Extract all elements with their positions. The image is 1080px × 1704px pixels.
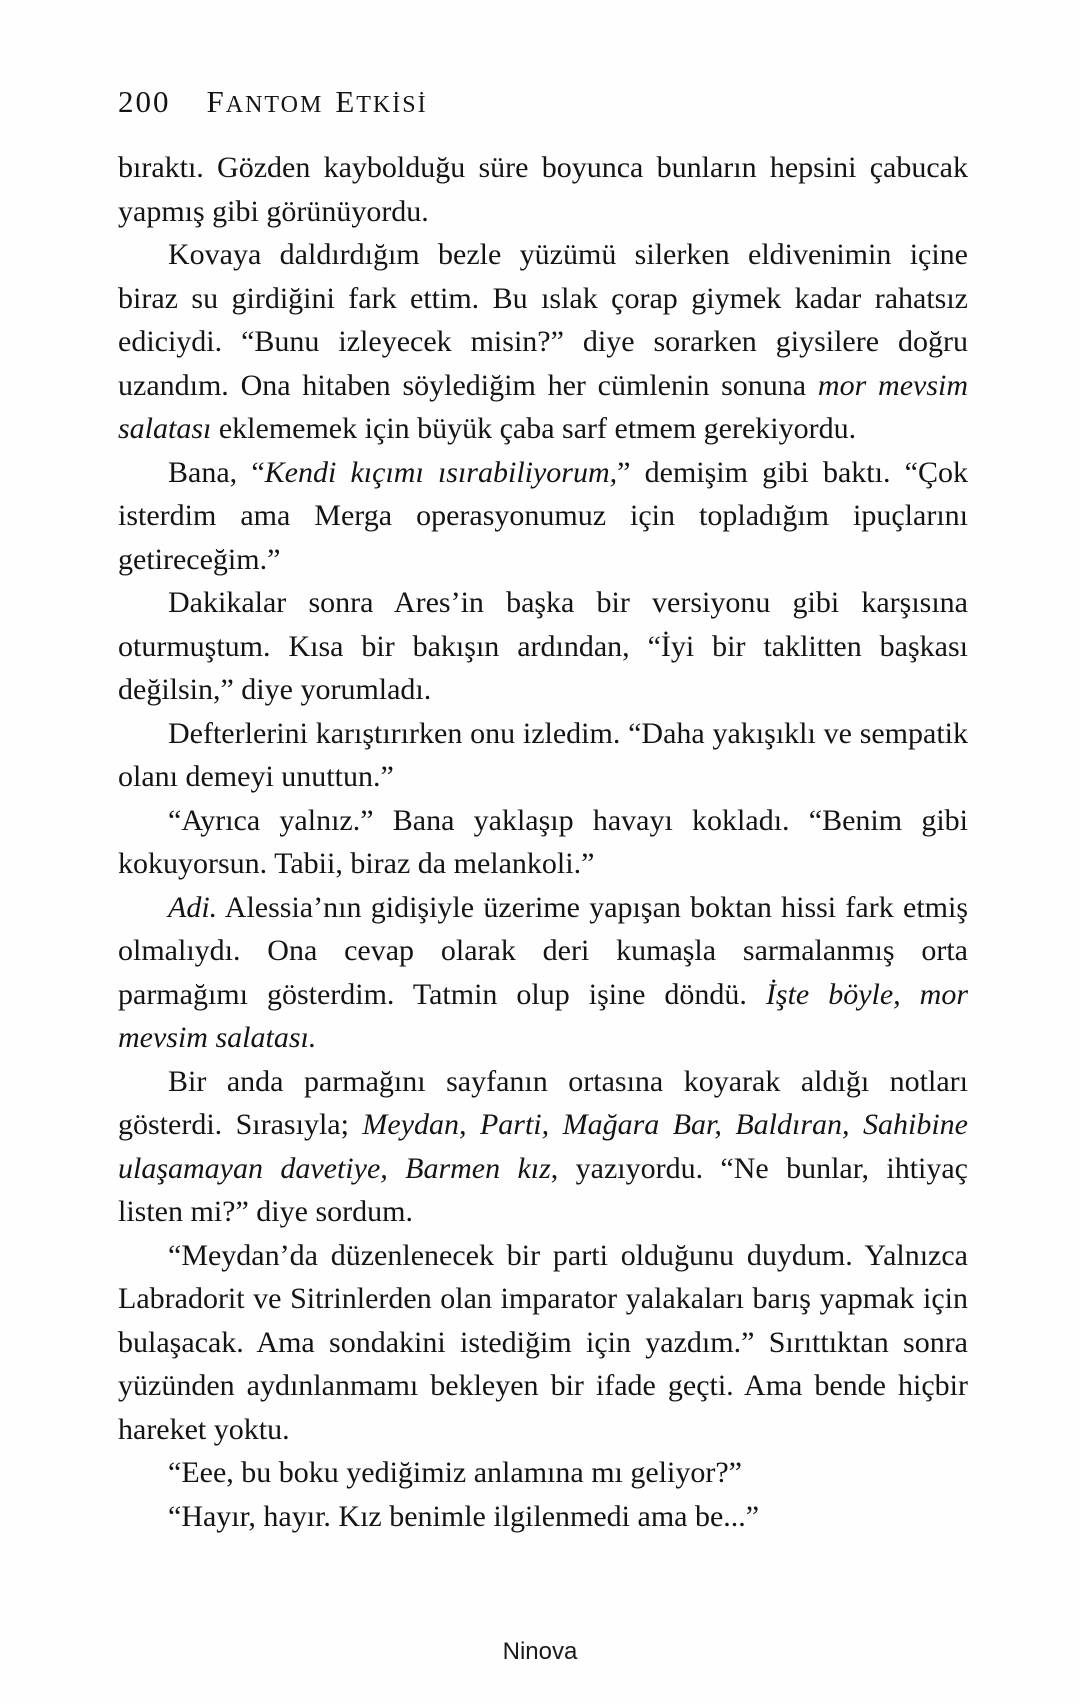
text-run: Dakikalar sonra Ares’in başka bir versiyonu gibi karşısına oturmuştum. Kısa bir bakışın ardından, “İyi bir taklitten başkası değilsin,” diye yorumladı. — [118, 586, 968, 706]
paragraph-8 — [118, 1060, 968, 1234]
text-run-italic: Kendi kıçımı ısırabiliyorum, — [264, 455, 618, 489]
page-number: 200 — [118, 84, 171, 119]
text-run: Defterlerini karıştırırken onu izledim. “Daha yakışıklı ve sempatik olanı demeyi unuttun.” — [118, 716, 968, 793]
text-run: “Eee, bu boku yediğimiz anlamına mı geliyor?” — [168, 1456, 742, 1489]
running-title-word-1: FANTOM — [206, 84, 324, 119]
paragraph-5 — [118, 712, 968, 799]
publisher-name: Ninova — [502, 1638, 578, 1665]
text-run-italic: mor mevsim salatası — [118, 368, 969, 445]
running-title — [207, 84, 428, 120]
text-run: “Meydan’da düzenlenecek bir parti olduğunu duydum. Yalnızca Labradorit ve Sitrinlerden olan imparator yalakaları barış yapmak için bulaşacak. Ama sondakini istediğim için yazdım.” Sırıttıktan sonra yüzünden aydınlanmamı bekleyen bir ifade geçti. Ama bende hiçbir hareket yoktu. — [118, 1238, 968, 1446]
text-run: Bir anda parmağını sayfanın ortasına koyarak aldığı notları gösterdi. Sırasıyla; — [118, 1064, 968, 1141]
text-run: bıraktı. Gözden kaybolduğu süre boyunca bunların hepsini çabucak yapmış gibi görünüyordu. — [118, 151, 968, 228]
text-run: Alessia’nın gidişiyle üzerime yapışan boktan hissi fark etmiş olmalıydı. Ona cevap olarak deri kumaşla sarmalanmış orta parmağımı gösterdim. Tatmin olup işine döndü. — [118, 890, 968, 1011]
text-run: “Hayır, hayır. Kız benimle ilgilenmedi ama be...” — [168, 1499, 760, 1533]
paragraph-1 — [118, 146, 968, 233]
text-run: ” demişim gibi baktı. “Çok isterdim ama Merga operasyonumuz için topladığım ipuçlarını getireceğim.” — [118, 455, 968, 576]
page-header — [118, 84, 428, 120]
page-footer — [0, 1638, 1080, 1666]
text-run: Bana, “ — [168, 455, 265, 489]
text-run-italic: Adi. — [168, 890, 218, 924]
paragraph-10 — [118, 1451, 968, 1495]
paragraph-6 — [118, 799, 968, 886]
text-run-italic: Meydan, Parti, Mağara Bar, Baldıran, Sahibine ulaşamayan davetiye, Barmen kız — [118, 1108, 968, 1185]
running-title-word-2: ETKİSİ — [335, 84, 428, 119]
body-text — [118, 146, 968, 1538]
text-run: Kovaya daldırdığım bezle yüzümü silerken eldivenimin içine biraz su girdiğini fark ettim. Bu ıslak çorap giymek kadar rahatsız ediciydi. “Bunu izleyecek misin?” diye sorarken giysilere doğru uzandım. Ona hitaben söylediğim her cümlenin sonuna — [118, 238, 968, 402]
paragraph-9 — [118, 1234, 968, 1452]
text-run: , yazıyordu. “Ne bunlar, ihtiyaç listen mi?” diye sordum. — [118, 1151, 969, 1228]
paragraph-4 — [118, 581, 968, 712]
text-run: “Ayrıca yalnız.” Bana yaklaşıp havayı kokladı. “Benim gibi kokuyorsun. Tabii, biraz da melankoli.” — [118, 803, 968, 880]
paragraph-7 — [118, 886, 968, 1060]
paragraph-2 — [118, 233, 968, 451]
paragraph-11 — [118, 1495, 968, 1539]
text-run: eklememek için büyük çaba sarf etmem gerekiyordu. — [211, 412, 857, 445]
text-run-italic: İşte böyle, mor mevsim salatası. — [118, 977, 969, 1054]
paragraph-3 — [118, 451, 968, 582]
